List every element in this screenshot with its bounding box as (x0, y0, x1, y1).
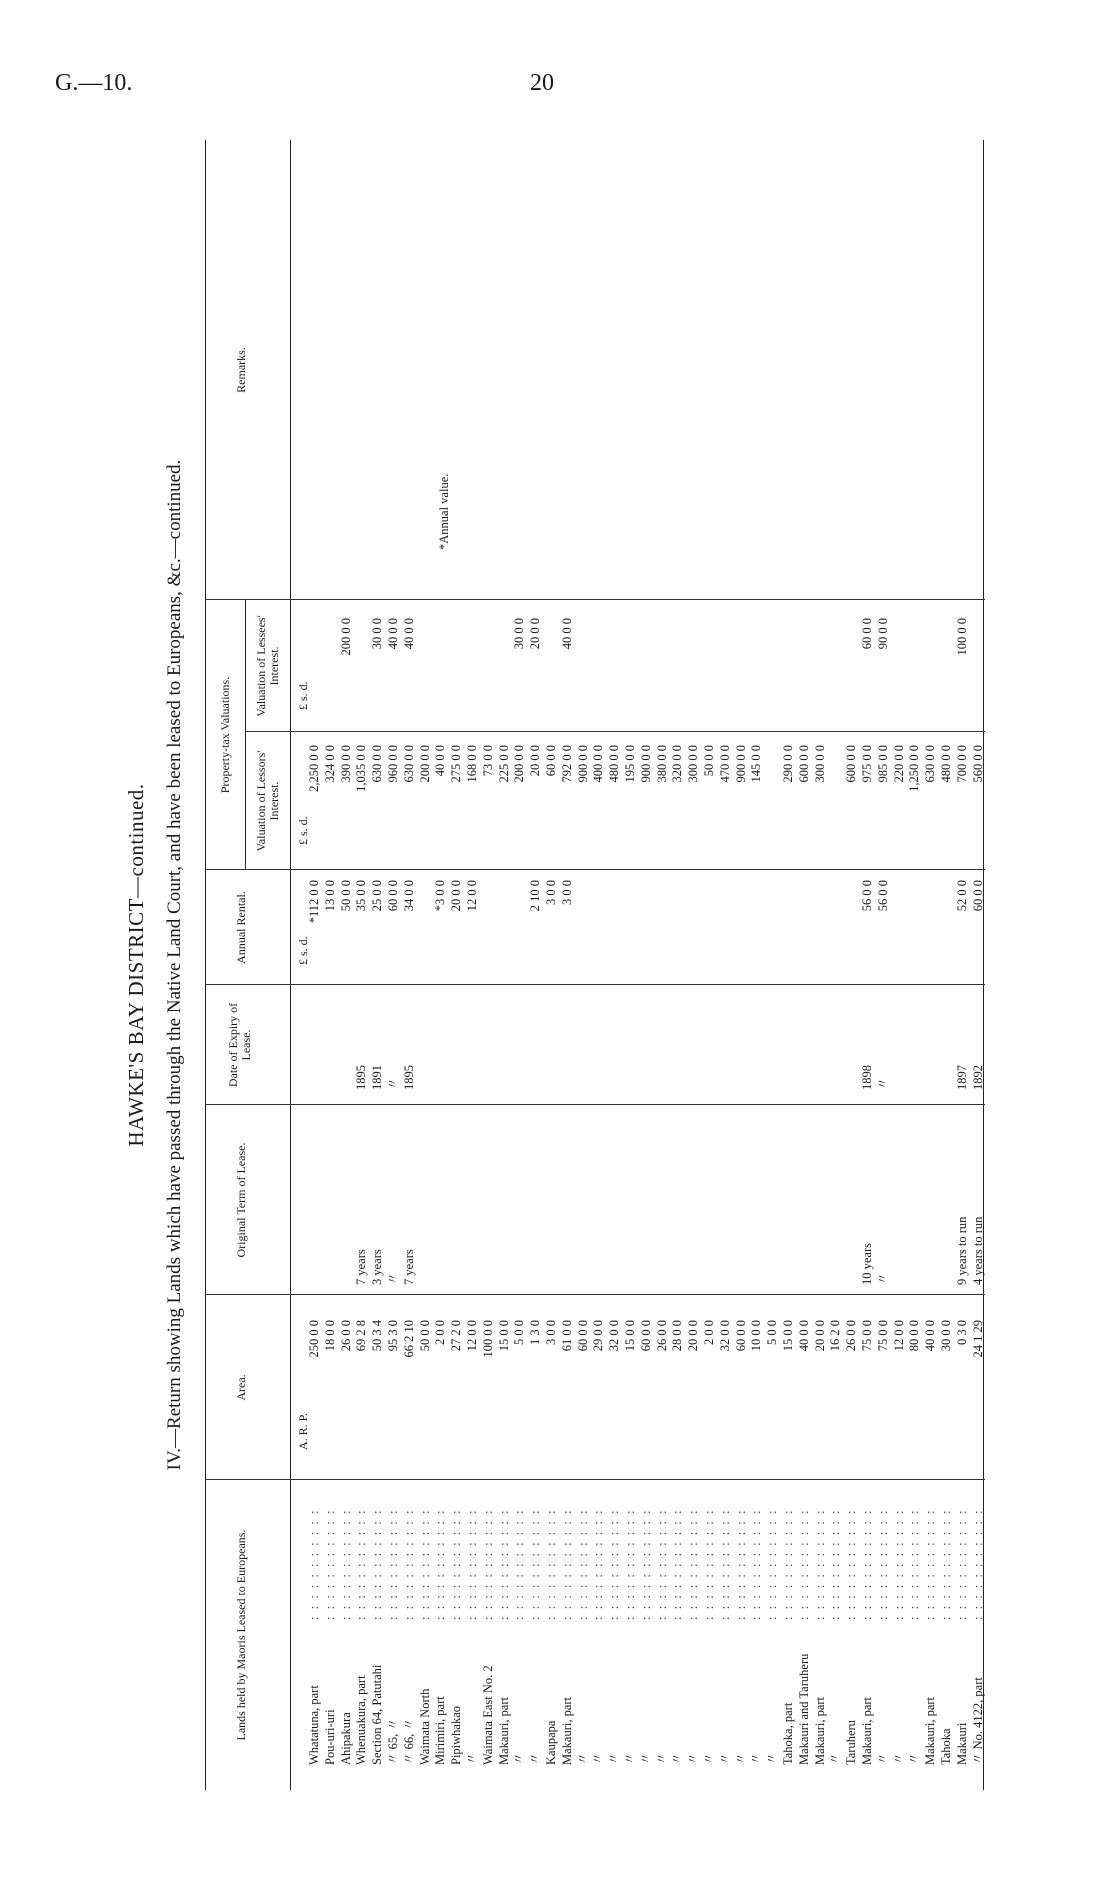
cell-lessors: 73 0 0 (480, 745, 495, 777)
cell-lessors: 225 0 0 (496, 745, 511, 783)
table-row (892, 140, 906, 1790)
cell-lessors: 275 0 0 (449, 745, 464, 783)
cell-area: 29 0 0 (591, 1320, 606, 1352)
leader-dots: : : : : : : : : : : : (638, 1508, 653, 1620)
cell-expiry: 〃 (875, 1077, 890, 1090)
cell-area: 24 1 29 (970, 1320, 985, 1358)
cell-lessors: 220 0 0 (891, 745, 906, 783)
leader-dots: : : : : : : : : : : : (496, 1508, 511, 1620)
cell-lessors: 195 0 0 (623, 745, 637, 783)
cell-area: 75 0 0 (860, 1320, 874, 1352)
cell-area: 5 0 0 (512, 1320, 527, 1345)
cell-rental: *3 0 0 (433, 880, 448, 912)
cell-term: 7 years (401, 1249, 416, 1285)
rotated-table-block (120, 140, 990, 1790)
cell-lessors: 985 0 0 (875, 745, 890, 783)
cell-land: Makauri, part (860, 1696, 874, 1765)
header-remarks: Remarks. (234, 347, 248, 393)
cell-area: 28 0 0 (670, 1320, 685, 1352)
cell-land: 〃 (702, 1752, 716, 1765)
cell-land: Section 64, Patutahi (370, 1664, 385, 1765)
table-row (734, 140, 748, 1790)
cell-lessors: 300 0 0 (686, 745, 701, 783)
cell-land: 〃 (591, 1752, 606, 1765)
cell-land: 〃 (638, 1752, 653, 1765)
cell-land: 〃 No. 4122, part (970, 1677, 985, 1765)
cell-land: Makauri, part (923, 1696, 938, 1765)
cell-land: Ahipakura (338, 1712, 353, 1765)
header-lessors: Valuation of Lessors' Interest. (254, 750, 281, 852)
cell-area: 95 3 0 (386, 1320, 400, 1352)
cell-lessors: 470 0 0 (717, 745, 732, 783)
table-row (955, 140, 969, 1790)
table-row (623, 140, 637, 1790)
cell-land: 〃 (765, 1752, 780, 1765)
leader-dots: : : : : : : : : : : : (433, 1508, 448, 1620)
table-row (828, 140, 842, 1790)
cell-area: 20 0 0 (686, 1320, 701, 1352)
leader-dots: : : : : : : : : : : : (844, 1508, 859, 1620)
cell-lessees: 20 0 0 (528, 618, 543, 650)
cell-land: 〃 65, 〃 (386, 1718, 400, 1765)
cell-rental: 12 0 0 (465, 880, 479, 912)
lessees-units: £ s. d. (296, 681, 310, 710)
table-row (544, 140, 558, 1790)
rental-units: £ s. d. (296, 936, 310, 965)
cell-lessors: 60 0 0 (544, 745, 558, 777)
cell-rental: 35 0 0 (354, 880, 369, 912)
leader-dots: : : : : : : : : : : : (559, 1508, 574, 1620)
cell-land: 〃 (575, 1752, 590, 1765)
cell-area: 60 0 0 (575, 1320, 590, 1352)
cell-lessors: 960 0 0 (386, 745, 400, 783)
cell-area: 2 0 0 (702, 1320, 716, 1345)
cell-area: 26 0 0 (844, 1320, 859, 1352)
cell-rental: 25 0 0 (370, 880, 385, 912)
cell-rental: 60 0 0 (970, 880, 985, 912)
area-units: A. R. P. (296, 1412, 310, 1450)
table-row (765, 140, 779, 1790)
table-row (433, 140, 447, 1790)
cell-area: 250 0 0 (307, 1320, 321, 1358)
table-row (718, 140, 732, 1790)
cell-lessees: 90 0 0 (875, 618, 890, 650)
header-lands: Lands held by Maoris Leased to Europeans. (234, 1529, 248, 1741)
cell-land: Whatatuna, part (307, 1685, 321, 1765)
cell-lessors: 900 0 0 (733, 745, 748, 783)
leader-dots: : : : : : : : : : : : (875, 1508, 890, 1620)
cell-area: 1 3 0 (528, 1320, 543, 1345)
cell-lessors: 324 0 0 (322, 745, 337, 783)
cell-rental: 52 0 0 (954, 880, 969, 912)
cell-land: 〃 (465, 1752, 479, 1765)
cell-land: Taruheru (844, 1720, 859, 1765)
cell-lessors: 40 0 0 (433, 745, 448, 777)
cell-land: Makauri and Taruheru (796, 1653, 811, 1765)
cell-lessors: 200 0 0 (512, 745, 527, 783)
table-row (481, 140, 495, 1790)
leader-dots: : : : : : : : : : : : (370, 1508, 385, 1620)
leader-dots: : : : : : : : : : : : (907, 1508, 922, 1620)
cell-land: Pou-uri-uri (322, 1709, 337, 1765)
cell-term: 10 years (860, 1243, 874, 1285)
cell-lessees: 40 0 0 (401, 618, 416, 650)
leader-dots: : : : : : : : : : : : (449, 1508, 464, 1620)
cell-area: 100 0 0 (480, 1320, 495, 1358)
cell-lessors: 290 0 0 (781, 745, 795, 783)
table-row (402, 140, 416, 1790)
cell-rental: 60 0 0 (386, 880, 400, 912)
cell-expiry: 1895 (401, 1065, 416, 1090)
leader-dots: : : : : : : : : : : : (954, 1508, 969, 1620)
leader-dots: : : : : : : : : : : : (354, 1508, 369, 1620)
cell-land: Makauri (954, 1722, 969, 1765)
cell-lessors: 400 0 0 (591, 745, 606, 783)
cell-land: Waimata East No. 2 (480, 1665, 495, 1765)
table-row (465, 140, 479, 1790)
cell-area: 40 0 0 (796, 1320, 811, 1352)
cell-area: 15 0 0 (496, 1320, 511, 1352)
leader-dots: : : : : : : : : : : : (465, 1508, 479, 1620)
cell-area: 12 0 0 (465, 1320, 479, 1352)
leader-dots: : : : : : : : : : : : (733, 1508, 748, 1620)
cell-rental: 3 0 0 (544, 880, 558, 905)
table-row (449, 140, 463, 1790)
cell-area: 50 0 0 (417, 1320, 432, 1352)
cell-expiry: 1897 (954, 1065, 969, 1090)
leader-dots: : : : : : : : : : : : (781, 1508, 795, 1620)
cell-area: 80 0 0 (907, 1320, 922, 1352)
cell-term: 7 years (354, 1249, 369, 1285)
cell-land: 〃 (907, 1752, 922, 1765)
cell-land: 〃 (828, 1752, 843, 1765)
leader-dots: : : : : : : : : : : : (765, 1508, 780, 1620)
cell-land: Tahoka (939, 1728, 953, 1765)
cell-land: Makauri, part (496, 1696, 511, 1765)
cell-area: 26 0 0 (338, 1320, 353, 1352)
cell-expiry: 1892 (970, 1065, 985, 1090)
cell-area: 16 2 0 (828, 1320, 843, 1352)
cell-land: 〃 (528, 1752, 543, 1765)
table-row (560, 140, 574, 1790)
header-area: Area. (234, 1374, 248, 1401)
cell-expiry: 〃 (386, 1077, 400, 1090)
table-row (797, 140, 811, 1790)
leader-dots: : : : : : : : : : : : (575, 1508, 590, 1620)
header-rental: Annual Rental. (234, 891, 248, 964)
header-expiry: Date of Expiry of Lease. (226, 1002, 253, 1088)
leader-dots: : : : : : : : : : : : (923, 1508, 938, 1620)
cell-rental: 34 0 0 (401, 880, 416, 912)
subheader-rule (245, 600, 246, 870)
cell-lessors: 1,250 0 0 (907, 745, 922, 792)
cell-land: 〃 (512, 1752, 527, 1765)
cell-lessees: 200 0 0 (338, 618, 353, 656)
cell-lessors: 900 0 0 (638, 745, 653, 783)
cell-area: 75 0 0 (875, 1320, 890, 1352)
cell-area: 40 0 0 (923, 1320, 938, 1352)
cell-lessors: 1,035 0 0 (354, 745, 369, 792)
table-row (923, 140, 937, 1790)
cell-land: 〃 (891, 1752, 906, 1765)
cell-area: 5 0 0 (765, 1320, 780, 1345)
table-row (323, 140, 337, 1790)
page-reference: G.—10. (55, 70, 133, 96)
cell-land: Kaupapa (544, 1720, 558, 1765)
cell-term: 〃 (875, 1272, 890, 1285)
cell-lessors: 145 0 0 (749, 745, 764, 783)
cell-area: 2 0 0 (433, 1320, 448, 1345)
leader-dots: : : : : : : : : : : : (939, 1508, 953, 1620)
leader-dots: : : : : : : : : : : : (544, 1508, 558, 1620)
table-row (702, 140, 716, 1790)
table-row (497, 140, 511, 1790)
cell-land: Makauri, part (812, 1696, 827, 1765)
table-row (607, 140, 621, 1790)
cell-area: 32 0 0 (717, 1320, 732, 1352)
leader-dots: : : : : : : : : : : : (528, 1508, 543, 1620)
page-number: 20 (530, 70, 554, 96)
cell-term: 9 years to run (954, 1216, 969, 1285)
cell-area: 18 0 0 (322, 1320, 337, 1352)
cell-area: 60 0 0 (638, 1320, 653, 1352)
leader-dots: : : : : : : : : : : : (338, 1508, 353, 1620)
cell-area: 12 0 0 (891, 1320, 906, 1352)
table-row (354, 140, 368, 1790)
table-row (670, 140, 684, 1790)
cell-lessees: 30 0 0 (512, 618, 527, 650)
table-row (971, 140, 985, 1790)
cell-lessors: 20 0 0 (528, 745, 543, 777)
table-row (370, 140, 384, 1790)
table-row (813, 140, 827, 1790)
table-row (576, 140, 590, 1790)
cell-rental: 3 0 0 (559, 880, 574, 905)
cell-rental: 20 0 0 (449, 880, 464, 912)
cell-land: 〃 (623, 1752, 637, 1765)
cell-rental: 13 0 0 (322, 880, 337, 912)
cell-area: 10 0 0 (749, 1320, 764, 1352)
leader-dots: : : : : : : : : : : : (702, 1508, 716, 1620)
cell-lessors: 975 0 0 (860, 745, 874, 783)
table-row (686, 140, 700, 1790)
cell-area: 27 2 0 (449, 1320, 464, 1352)
remark-annual-value: *Annual value. (437, 473, 451, 550)
cell-land: Whenuakura, part (354, 1675, 369, 1765)
cell-area: 3 0 0 (544, 1320, 558, 1345)
district-title: HAWKE'S BAY DISTRICT—continued. (124, 783, 148, 1147)
table-top-rule (205, 140, 206, 1790)
cell-rental: *112 0 0 (307, 880, 321, 924)
cell-lessors: 390 0 0 (338, 745, 353, 783)
cell-expiry: 1898 (860, 1065, 874, 1090)
cell-lessors: 630 0 0 (370, 745, 385, 783)
cell-area: 61 0 0 (559, 1320, 574, 1352)
header-rule (290, 140, 291, 1790)
cell-lessors: 168 0 0 (465, 745, 479, 783)
table-row (655, 140, 669, 1790)
leader-dots: : : : : : : : : : : : (386, 1508, 400, 1620)
leader-dots: : : : : : : : : : : : (654, 1508, 669, 1620)
cell-lessees: 60 0 0 (860, 618, 874, 650)
cell-lessors: 2,250 0 0 (307, 745, 321, 792)
cell-lessors: 630 0 0 (401, 745, 416, 783)
cell-lessors: 480 0 0 (939, 745, 953, 783)
table-row (639, 140, 653, 1790)
cell-land: 〃 (686, 1752, 701, 1765)
cell-lessors: 380 0 0 (654, 745, 669, 783)
leader-dots: : : : : : : : : : : : (749, 1508, 764, 1620)
cell-area: 60 0 0 (733, 1320, 748, 1352)
cell-lessors: 560 0 0 (970, 745, 985, 783)
cell-area: 15 0 0 (781, 1320, 795, 1352)
cell-land: Pipiwhakao (449, 1705, 464, 1765)
leader-dots: : : : : : : : : : : : (591, 1508, 606, 1620)
cell-land: Tahoka, part (781, 1702, 795, 1765)
cell-rental: 56 0 0 (875, 880, 890, 912)
table-row (939, 140, 953, 1790)
cell-lessors: 792 0 0 (559, 745, 574, 783)
cell-expiry: 1895 (354, 1065, 369, 1090)
leader-dots: : : : : : : : : : : : (417, 1508, 432, 1620)
cell-expiry: 1891 (370, 1065, 385, 1090)
table-row (781, 140, 795, 1790)
header-term: Original Term of Lease. (234, 1142, 248, 1258)
cell-lessors: 900 0 0 (575, 745, 590, 783)
leader-dots: : : : : : : : : : : : (891, 1508, 906, 1620)
cell-area: 32 0 0 (607, 1320, 622, 1352)
cell-term: 3 years (370, 1249, 385, 1285)
cell-lessors: 600 0 0 (796, 745, 811, 783)
leader-dots: : : : : : : : : : : : (970, 1508, 985, 1620)
cell-rental: 2 10 0 (528, 880, 543, 912)
table-row (844, 140, 858, 1790)
cell-area: 26 0 0 (654, 1320, 669, 1352)
leader-dots: : : : : : : : : : : : (812, 1508, 827, 1620)
cell-land: 〃 (607, 1752, 622, 1765)
cell-land: 〃 66, 〃 (401, 1718, 416, 1765)
cell-land: Mirimiri, part (433, 1696, 448, 1765)
cell-land: 〃 (875, 1752, 890, 1765)
table-row (591, 140, 605, 1790)
cell-land: Makauri, part (559, 1696, 574, 1765)
return-title: IV.—Return showing Lands which have passed through the Native Land Court, and have been leased to Europeans, &c.—continued. (164, 459, 185, 1471)
leader-dots: : : : : : : : : : : : (480, 1508, 495, 1620)
leader-dots: : : : : : : : : : : : (670, 1508, 685, 1620)
header-lessees: Valuation of Lessees' Interest. (254, 615, 281, 717)
cell-area: 69 2 8 (354, 1320, 369, 1352)
cell-lessors: 300 0 0 (812, 745, 827, 783)
cell-land: 〃 (670, 1752, 685, 1765)
cell-lessors: 700 0 0 (954, 745, 969, 783)
cell-area: 20 0 0 (812, 1320, 827, 1352)
cell-lessors: 320 0 0 (670, 745, 685, 783)
table-row (512, 140, 526, 1790)
cell-lessees: 40 0 0 (559, 618, 574, 650)
leader-dots: : : : : : : : : : : : (401, 1508, 416, 1620)
leader-dots: : : : : : : : : : : : (717, 1508, 732, 1620)
leader-dots: : : : : : : : : : : : (860, 1508, 874, 1620)
leader-dots: : : : : : : : : : : : (322, 1508, 337, 1620)
cell-lessors: 630 0 0 (923, 745, 938, 783)
leader-dots: : : : : : : : : : : : (623, 1508, 637, 1620)
cell-land: 〃 (733, 1752, 748, 1765)
leader-dots: : : : : : : : : : : : (307, 1508, 321, 1620)
cell-lessees: 40 0 0 (386, 618, 400, 650)
cell-lessors: 200 0 0 (417, 745, 432, 783)
cell-land: 〃 (749, 1752, 764, 1765)
cell-term: 〃 (386, 1272, 400, 1285)
leader-dots: : : : : : : : : : : : (828, 1508, 843, 1620)
cell-area: 66 2 10 (401, 1320, 416, 1358)
cell-rental: 50 0 0 (338, 880, 353, 912)
header-property-tax: Property-tax Valuations. (218, 676, 232, 794)
leader-dots: : : : : : : : : : : : (607, 1508, 622, 1620)
table-row (339, 140, 353, 1790)
cell-lessees: 100 0 0 (954, 618, 969, 656)
cell-land: 〃 (654, 1752, 669, 1765)
table-row (307, 140, 321, 1790)
cell-term: 4 years to run (970, 1216, 985, 1285)
leader-dots: : : : : : : : : : : : (686, 1508, 701, 1620)
cell-lessees: 30 0 0 (370, 618, 385, 650)
cell-area: 0 3 0 (954, 1320, 969, 1345)
table-row (907, 140, 921, 1790)
cell-rental: 56 0 0 (860, 880, 874, 912)
table-row (528, 140, 542, 1790)
cell-area: 15 0 0 (623, 1320, 637, 1352)
table-row (749, 140, 763, 1790)
table-row (876, 140, 890, 1790)
table-row (386, 140, 400, 1790)
leader-dots: : : : : : : : : : : : (796, 1508, 811, 1620)
table-row (860, 140, 874, 1790)
cell-land: 〃 (717, 1752, 732, 1765)
cell-lessors: 50 0 0 (702, 745, 716, 777)
lessors-units: £ s. d. (296, 816, 310, 845)
cell-lessors: 600 0 0 (844, 745, 859, 783)
table-row (418, 140, 432, 1790)
cell-land: Waimata North (417, 1688, 432, 1765)
leader-dots: : : : : : : : : : : : (512, 1508, 527, 1620)
cell-area: 30 0 0 (939, 1320, 953, 1352)
cell-area: 50 3 4 (370, 1320, 385, 1352)
lease-table (205, 140, 985, 1790)
cell-lessors: 480 0 0 (607, 745, 622, 783)
